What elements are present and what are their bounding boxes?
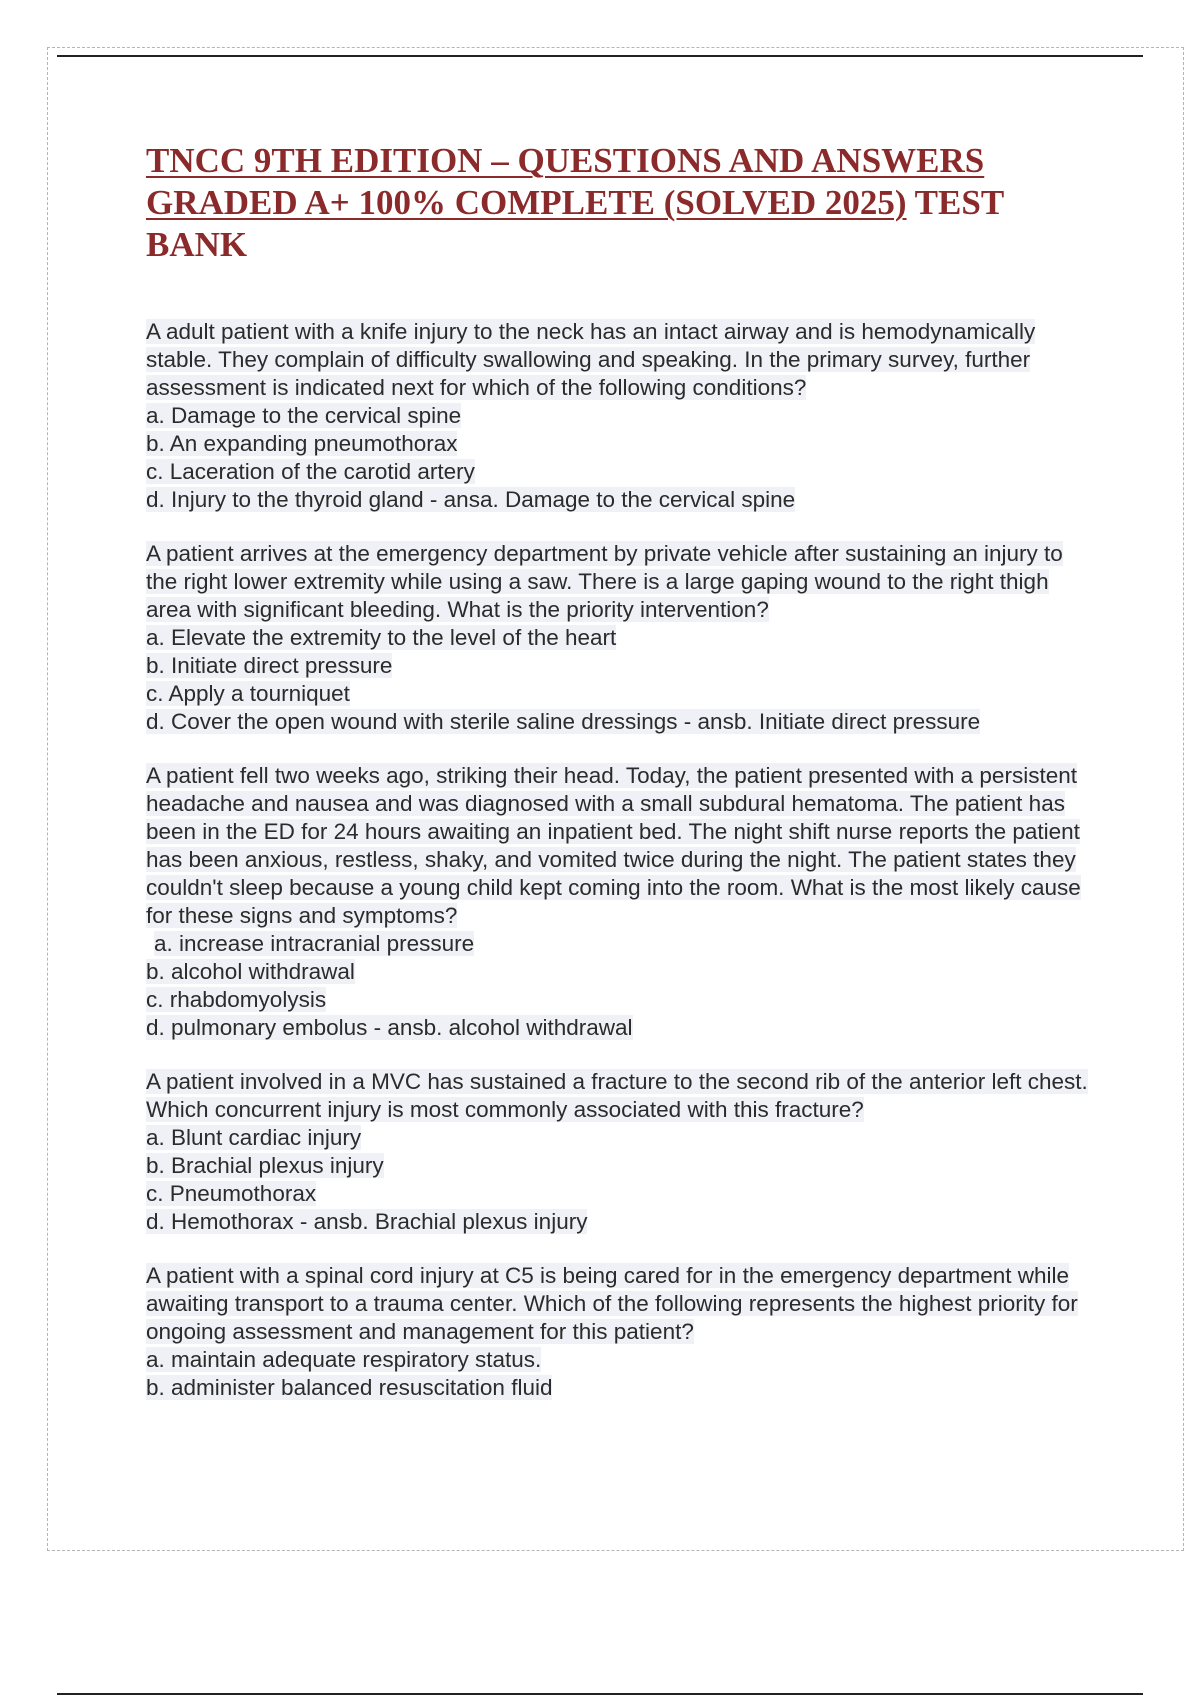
answer-option: a. Damage to the cervical spine [146,403,462,428]
bottom-rule [57,1693,1143,1695]
answer-option: b. Initiate direct pressure [146,653,393,678]
question-3 [146,762,1096,1042]
document-title-rest: TEST BANK [146,183,1004,264]
answer-option: a. maintain adequate respiratory status. [146,1347,542,1372]
answer-option-with-key: d. Cover the open wound with sterile saline dressings - ansb. Initiate direct pressure [146,709,981,734]
document-title [146,140,1096,266]
question-stem: A patient involved in a MVC has sustained a fracture to the second rib of the anterior left chest. Which concurrent injury is most commonly associated with this fracture? [146,1069,1088,1122]
question-stem: A patient fell two weeks ago, striking their head. Today, the patient presented with a persistent headache and nausea and was diagnosed with a small subdural hematoma. The patient has been in the ED for 24 hours awaiting an inpatient bed. The night shift nurse reports the patient has been anxious, restless, shaky, and vomited twice during the night. The patient states they couldn't sleep because a young child kept coming into the room. What is the most likely cause for these signs and symptoms? [146,763,1081,928]
answer-option: a. Blunt cardiac injury [146,1125,362,1150]
question-5 [146,1262,1096,1402]
answer-option: c. rhabdomyolysis [146,987,327,1012]
answer-option: a. increase intracranial pressure [154,931,475,956]
answer-option: b. alcohol withdrawal [146,959,355,984]
question-2 [146,540,1096,736]
answer-option-with-key: d. Injury to the thyroid gland - ansa. Damage to the cervical spine [146,487,796,512]
question-stem: A adult patient with a knife injury to the neck has an intact airway and is hemodynamically stable. They complain of difficulty swallowing and speaking. In the primary survey, further assessment is indicated next for which of the following conditions? [146,319,1036,400]
document-title-line-1: TNCC 9TH EDITION – QUESTIONS AND ANSWERS [146,141,985,180]
question-stem: A patient arrives at the emergency department by private vehicle after sustaining an injury to the right lower extremity while using a saw. There is a large gaping wound to the right thigh area with significant bleeding. What is the priority intervention? [146,541,1063,622]
document-title-line-2: GRADED A+ 100% COMPLETE (SOLVED 2025) [146,183,907,222]
answer-option: c. Apply a tourniquet [146,681,350,706]
answer-option: b. An expanding pneumothorax [146,431,458,456]
answer-option-with-key: d. pulmonary embolus - ansb. alcohol withdrawal [146,1015,633,1040]
answer-option: b. Brachial plexus injury [146,1153,384,1178]
question-1 [146,318,1096,514]
answer-option: b. administer balanced resuscitation fluid [146,1375,553,1400]
answer-option: c. Laceration of the carotid artery [146,459,475,484]
answer-option: a. Elevate the extremity to the level of the heart [146,625,617,650]
document-content [146,140,1096,1428]
answer-option: c. Pneumothorax [146,1181,317,1206]
answer-option-with-key: d. Hemothorax - ansb. Brachial plexus injury [146,1209,588,1234]
question-4 [146,1068,1096,1236]
question-stem: A patient with a spinal cord injury at C5 is being cared for in the emergency department while awaiting transport to a trauma center. Which of the following represents the highest priority for ongoing assessment and management for this patient? [146,1263,1078,1344]
